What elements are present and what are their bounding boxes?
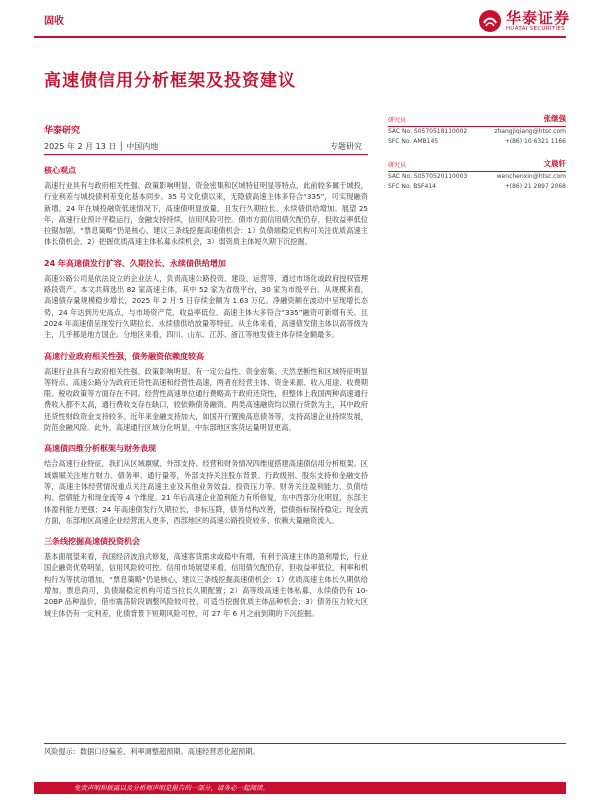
analyst-email[interactable]: wenchenxin@htsc.com	[496, 173, 566, 180]
analyst-card	[388, 113, 566, 146]
section-opportunities	[44, 536, 368, 619]
footer-disclaimer: 免责声明和披露以及分析师声明是报告的一部分，请务必一起阅读。	[74, 784, 269, 792]
analyst-sfc: SFC No. AMB145	[388, 137, 439, 145]
section-paragraph: 基本面展望来看，我国经济波浪式修复，高速客货需求或稳中有增，有利于高速主体的盈利增长，行业国企融资优势明显，信用风险较可控。信用市场展望来看，信用债欠配仍存，但收益率低位，利率和机构行为等扰动增加，“票息策略”仍是核心，建议三条线挖掘高速债机会：1）优质高速主体长久期供给增加，票息尚可，负债端稳定机构可适当拉长久期配置；2）高等级高速主体私募、永续债仍有 10-20BP 品种溢价，借市震荡阶段调整风险较可控，可适当挖掘优质主体品种机会；3）债务压力较大区域主体仍有一定利差，化债背景下短期风险可控，可 27 年 6 月之前到期的下沉挖掘。	[44, 552, 368, 618]
section-industry	[44, 351, 368, 434]
section-issuance	[44, 258, 368, 341]
huatai-logo-icon	[478, 9, 502, 33]
huatai-logo	[478, 9, 570, 33]
section-heading: 24 年高速债发行扩容、久期拉长、永续债供给增加	[44, 258, 226, 268]
analyst-sac: SAC No. S0570518110002	[388, 128, 468, 135]
section-heading: 三条线挖掘高速债投资机会	[44, 537, 140, 547]
analyst-role: 研究员	[388, 162, 407, 169]
analyst-name: 文晨轩	[543, 159, 566, 168]
report-body	[44, 165, 368, 629]
section-paragraph: 高速行业具有与政府相关性强、政策影响明显、有一定公益性、资金密集、天然垄断性和区域特征明显等特点。高速公路分为政府还贷性高速和经营性高速，两者在经营主体、资金来源、收入用途、收费期限、税收政策等方面存在不同。经营性高速单位通行费略高于政府还贷性，但整体上我国两种高速通行费收入都不太高，通行费收支存在缺口，较依赖债务融资。两类高速融资均以银行贷款为主，其中政府还贷性财政资金支持较多。近年来金融支持加大，如国开行置换高息债务等，支持高速企业持续发展，防范金融风险。此外，高速通行区域分化明显，中东部地区客货运量明显更高。	[44, 366, 368, 433]
section-paragraph: 高速行业具有与政府相关性强、政策影响明显、资金密集和区域特征明显等特点，此前较多属于城投，行业利差与城投债利差变化基本同步。35 号文化债以来，无隐债高速主体多符合“335”，可实现融资新增。24 年在城投融资低迷情况下，高速债明显放量，且发行久期拉长、永续债供给增加。展望 25 年，高速行业预计平稳运行，金融支持持续，信用风险可控。债市方面信用债欠配仍存，但收益率低位拉锯加剧，“票息策略”仍是核心，建议三条线挖掘高速债机会：1）负债端稳定机构可关注优质高速主体长债机会，2）把握优质高速主体私募永续机会，3）弱资质主体短久期下沉挖掘。	[44, 181, 368, 247]
analyst-sac: SAC No. S0570520110003	[388, 173, 468, 180]
footer-bar	[34, 782, 599, 794]
logo-english-name: HUATAI SECURITIES	[506, 26, 565, 32]
section-core-view	[44, 165, 368, 248]
page-footer	[0, 782, 600, 796]
header-divider	[34, 36, 566, 38]
analyst-sfc: SFC No. BSF414	[388, 182, 436, 190]
report-type: 专题研究	[330, 142, 362, 151]
report-header	[0, 0, 600, 40]
section-heading: 高速债四维分析框架与财务表现	[44, 444, 156, 454]
meta-divider	[44, 154, 368, 155]
section-tag: 固收	[44, 16, 64, 27]
section-heading: 核心观点	[44, 166, 76, 175]
risk-warning: 风险提示：数据口径偏差、利率调整超预期、高速经营恶化超预期。	[44, 743, 566, 757]
section-paragraph: 结合高速行业特征，我们从区域禀赋、外部支持、经营和财务情况四维度搭建高速债信用分析框架。区域禀赋关注地方财力、债务率、通行量等，外部支持关注股东背景、行政级别、股东支持和金融支持等，高速主体经营情况重点关注高速主业及其他业务效益、投资压力等。财务关注盈利能力、负债结构、偿债能力和现金流等 4 个维度。21 年后高速企业盈利能力有所修复，东中西部分化明显，东部主体盈利能力更强；24 年高速债发行久期拉长，非标压降，债务结构改善，偿债指标保持稳定；现金流方面，东部地区高速企业经营流入更多，西部地区的高速公路投资较多、依赖大量融资流入。	[44, 459, 368, 525]
section-heading: 高速行业政府相关性强，债务融资依赖度较高	[44, 351, 204, 361]
section-framework	[44, 443, 368, 526]
analyst-phone: +(86) 10 6321 1166	[504, 137, 566, 145]
page-number: 1	[594, 783, 599, 791]
analyst-role: 研究员	[388, 117, 407, 124]
section-paragraph: 高速公路公司是依法设立的企业法人，负责高速公路投资、建设、运营等，通过市场化或政府授权管理路段资产。本文共筛选出 82 家高速主体，其中 52 家为省级平台，30 家为市级平台。从规模来看，高速债存量规模稳步增长，2025 年 2 月 5 日存续金额为 1.63 万亿。净融资额在波动中呈现增长态势，24 年达到历史高点，与市场资产荒、收益率低位、高速主体大多符合“335”融资可新增有关。且 2024 年高速债呈现发行久期拉长、永续债供给放量等特征。从主体来看，高速债发债主体以高等级为主，几乎都是地方国企。分地区来看，四川、山东、江苏、浙江等地发债主体存续金额最多。	[44, 273, 368, 340]
logo-chinese-name: 华泰证券	[506, 9, 571, 27]
analyst-name: 张继强	[543, 114, 566, 123]
research-org: 华泰研究	[44, 126, 81, 136]
analyst-panel	[388, 113, 566, 203]
analyst-card	[388, 158, 566, 191]
analyst-phone: +(86) 21 2897 2068	[504, 182, 566, 190]
analyst-email[interactable]: zhangjiqiang@htsc.com	[494, 128, 566, 135]
report-date-region: 2025 年 2 月 13 日 │ 中国内地	[44, 142, 159, 151]
report-title: 高速债信用分析框架及投资建议	[44, 71, 296, 91]
